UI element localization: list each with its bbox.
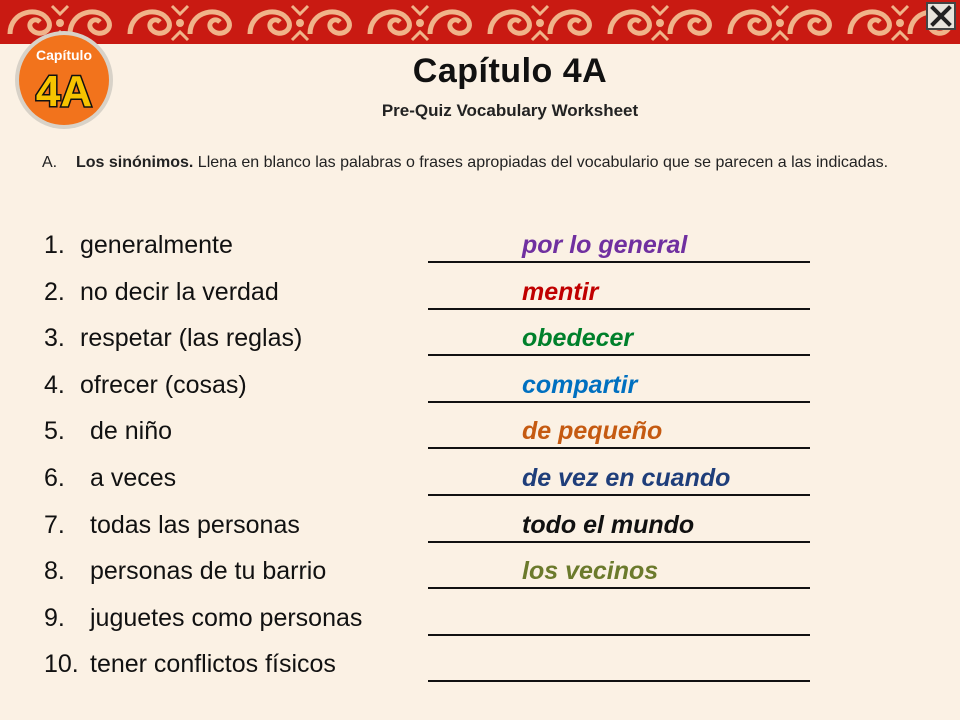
vocab-row <box>44 272 824 319</box>
item-prompt: todas las personas <box>90 510 300 539</box>
item-answer: mentir <box>522 277 599 306</box>
item-prompt: personas de tu barrio <box>90 557 327 586</box>
item-prompt: respetar (las reglas) <box>80 324 303 353</box>
instructions-text: Llena en blanco las palabras o frases apropiadas del vocabulario que se parecen a las indicadas. <box>197 154 889 171</box>
answer-blank-line[interactable] <box>428 308 810 310</box>
vocab-row <box>44 318 824 365</box>
instructions-heading: Los sinónimos. <box>76 154 194 171</box>
answer-blank-line[interactable] <box>428 494 810 496</box>
item-number: 5. <box>44 417 65 446</box>
page-title: Capítulo 4A <box>412 52 608 90</box>
chapter-badge <box>8 30 120 130</box>
item-answer: los vecinos <box>522 557 659 586</box>
vocabulary-list <box>44 225 824 691</box>
vocab-row <box>44 551 824 598</box>
item-prompt: juguetes como personas <box>90 603 363 632</box>
item-prompt: tener conflictos físicos <box>90 650 336 679</box>
answer-blank-line[interactable] <box>428 541 810 543</box>
item-number: 4. <box>44 370 65 399</box>
page-subtitle: Pre-Quiz Vocabulary Worksheet <box>381 101 639 120</box>
item-number: 8. <box>44 557 65 586</box>
item-answer: todo el mundo <box>522 510 695 539</box>
item-number: 2. <box>44 277 65 306</box>
answer-blank-line[interactable] <box>428 587 810 589</box>
instructions <box>42 150 902 176</box>
answer-blank-line[interactable] <box>428 261 810 263</box>
vocab-row <box>44 644 824 691</box>
item-number: 1. <box>44 231 65 259</box>
item-number: 9. <box>44 603 65 632</box>
item-prompt: ofrecer (cosas) <box>80 370 247 399</box>
item-answer: por lo general <box>522 231 688 259</box>
close-button[interactable] <box>926 2 956 30</box>
vocab-row <box>44 225 824 272</box>
item-answer: obedecer <box>522 324 634 353</box>
answer-blank-line[interactable] <box>428 447 810 449</box>
answer-blank-line[interactable] <box>428 401 810 403</box>
item-number: 3. <box>44 324 65 353</box>
answer-blank-line[interactable] <box>428 680 810 682</box>
item-number: 10. <box>44 650 79 679</box>
item-prompt: a veces <box>90 463 177 492</box>
vocab-row <box>44 598 824 645</box>
item-prompt: no decir la verdad <box>80 277 279 306</box>
badge-top-label: Capítulo <box>36 47 92 63</box>
vocab-row <box>44 505 824 552</box>
ornamental-top-border <box>0 0 960 44</box>
vocab-row <box>44 365 824 412</box>
instructions-letter: A. <box>42 154 58 171</box>
answer-blank-line[interactable] <box>428 634 810 636</box>
vocab-row <box>44 411 824 458</box>
item-answer: de vez en cuando <box>522 463 731 492</box>
item-number: 7. <box>44 510 65 539</box>
item-prompt: generalmente <box>80 231 233 259</box>
item-prompt: de niño <box>90 417 173 446</box>
item-number: 6. <box>44 463 65 492</box>
vocab-row <box>44 458 824 505</box>
item-answer: de pequeño <box>522 417 663 446</box>
answer-blank-line[interactable] <box>428 354 810 356</box>
close-x-icon <box>928 4 954 28</box>
item-answer: compartir <box>522 370 638 399</box>
badge-main-label: 4A <box>35 67 93 116</box>
